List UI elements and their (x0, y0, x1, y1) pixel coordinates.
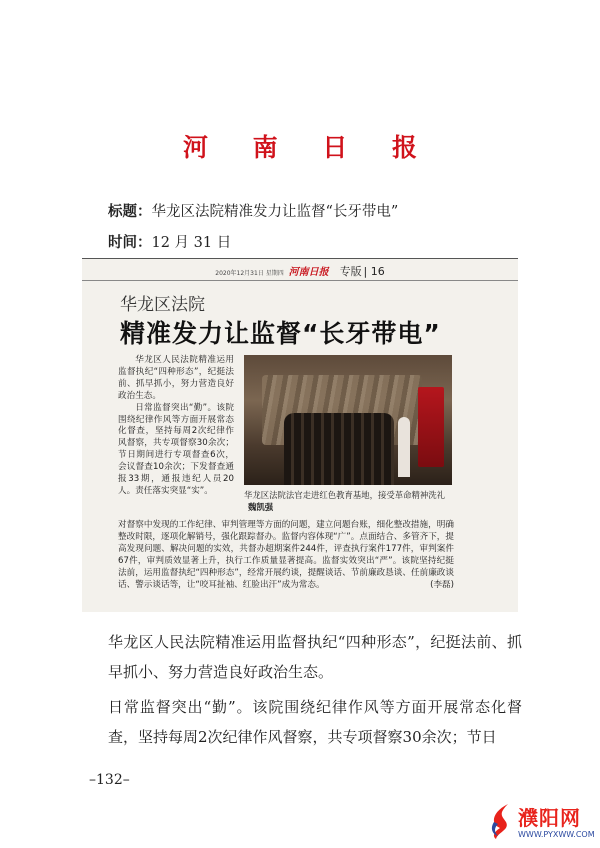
clipping-section: 专版 (339, 265, 362, 278)
body-paragraph-1 (108, 627, 522, 687)
photo-caption (244, 490, 454, 513)
newspaper-clipping (82, 258, 518, 612)
title-value: 华龙区法院精准发力让监督“长牙带电” (151, 204, 399, 220)
body-paragraph-2 (108, 692, 522, 752)
clipping-bottom-text (118, 520, 454, 591)
time-value: 12 月 31 日 (151, 235, 232, 251)
photo-party-flag (418, 387, 444, 467)
clipping-header (82, 263, 518, 279)
swoosh-logo-icon (488, 802, 514, 840)
time-label: 时间： (108, 234, 152, 251)
clipping-page: | 16 (363, 265, 385, 278)
clipping-headline: 精准发力让监督“长牙带电” (120, 319, 441, 348)
clipping-left-column (118, 355, 234, 498)
clipping-byline: (李磊) (430, 579, 454, 590)
meta-time-line (108, 231, 231, 252)
body-paragraph-text: 华龙区人民法院精准运用监督执纪“四种形态”，纪挺法前、抓早抓小、努力营造良好政治生态。 (108, 633, 522, 681)
photo-speaker (398, 417, 410, 477)
watermark-url: WWW.PYXWW.COM (518, 830, 595, 839)
masthead-title: 河 南 日 报 (182, 133, 436, 162)
news-photo (244, 355, 452, 485)
clipping-header-rule (82, 280, 518, 281)
clipping-date: 2020年12月31日 星期四 (215, 270, 284, 277)
meta-title-line (108, 200, 398, 221)
clipping-top-rule (82, 258, 518, 259)
clipping-kicker: 华龙区法院 (120, 295, 205, 315)
clipping-logo: 河南日报 (288, 267, 329, 278)
clipping-paragraph: 华龙区人民法院精准运用监督执纪“四种形态”，纪挺法前、抓早抓小，努力营造良好政治生态。 (118, 355, 234, 401)
watermark-name: 濮阳网 (518, 806, 581, 830)
title-label: 标题： (108, 203, 152, 220)
page-number: –132– (89, 772, 130, 788)
clipping-paragraph: 日常监督突出“勤”。该院围绕纪律作风等方面开展常态化督查，坚持每周2次纪律作风督察，共专项督察30余次；节日期间进行专项督查6次，会议督查10余次；下发督查通报33期，通报违纪人员20人。责任落实突显“实”。 (118, 402, 234, 496)
photo-credit: 魏凯强 (248, 501, 274, 512)
watermark (488, 800, 598, 846)
photo-group-of-people (284, 413, 394, 485)
body-paragraph-text: 日常监督突出“勤”。该院围绕纪律作风等方面开展常态化督查，坚持每周2次纪律作风督察，共专项督察30余次；节日 (108, 698, 522, 746)
clipping-bottom-paragraph: 对督察中发现的工作纪律、审判管理等方面的问题，建立问题台账，细化整改措施，明确整改时限，逐项化解销号，强化跟踪督办。监督内容体现“广”。点面结合、多管齐下，提高发现问题、解决问题的实效，共督办超期案件244件，评查执行案件177件，审判案件67件，审判质效显著上升，执行工作质量显著提高。监督实效突出“严”。该院坚持纪挺法前，运用监督执纪“四种形态”，经常开展约谈，提醒谈话、节前廉政恳谈、任前廉政谈话、警示谈话等，让“咬耳扯袖、红脸出汗”成为常态。 (118, 520, 454, 590)
photo-caption-text: 华龙区法院法官走进红色教育基地，接受革命精神洗礼 (244, 490, 445, 500)
